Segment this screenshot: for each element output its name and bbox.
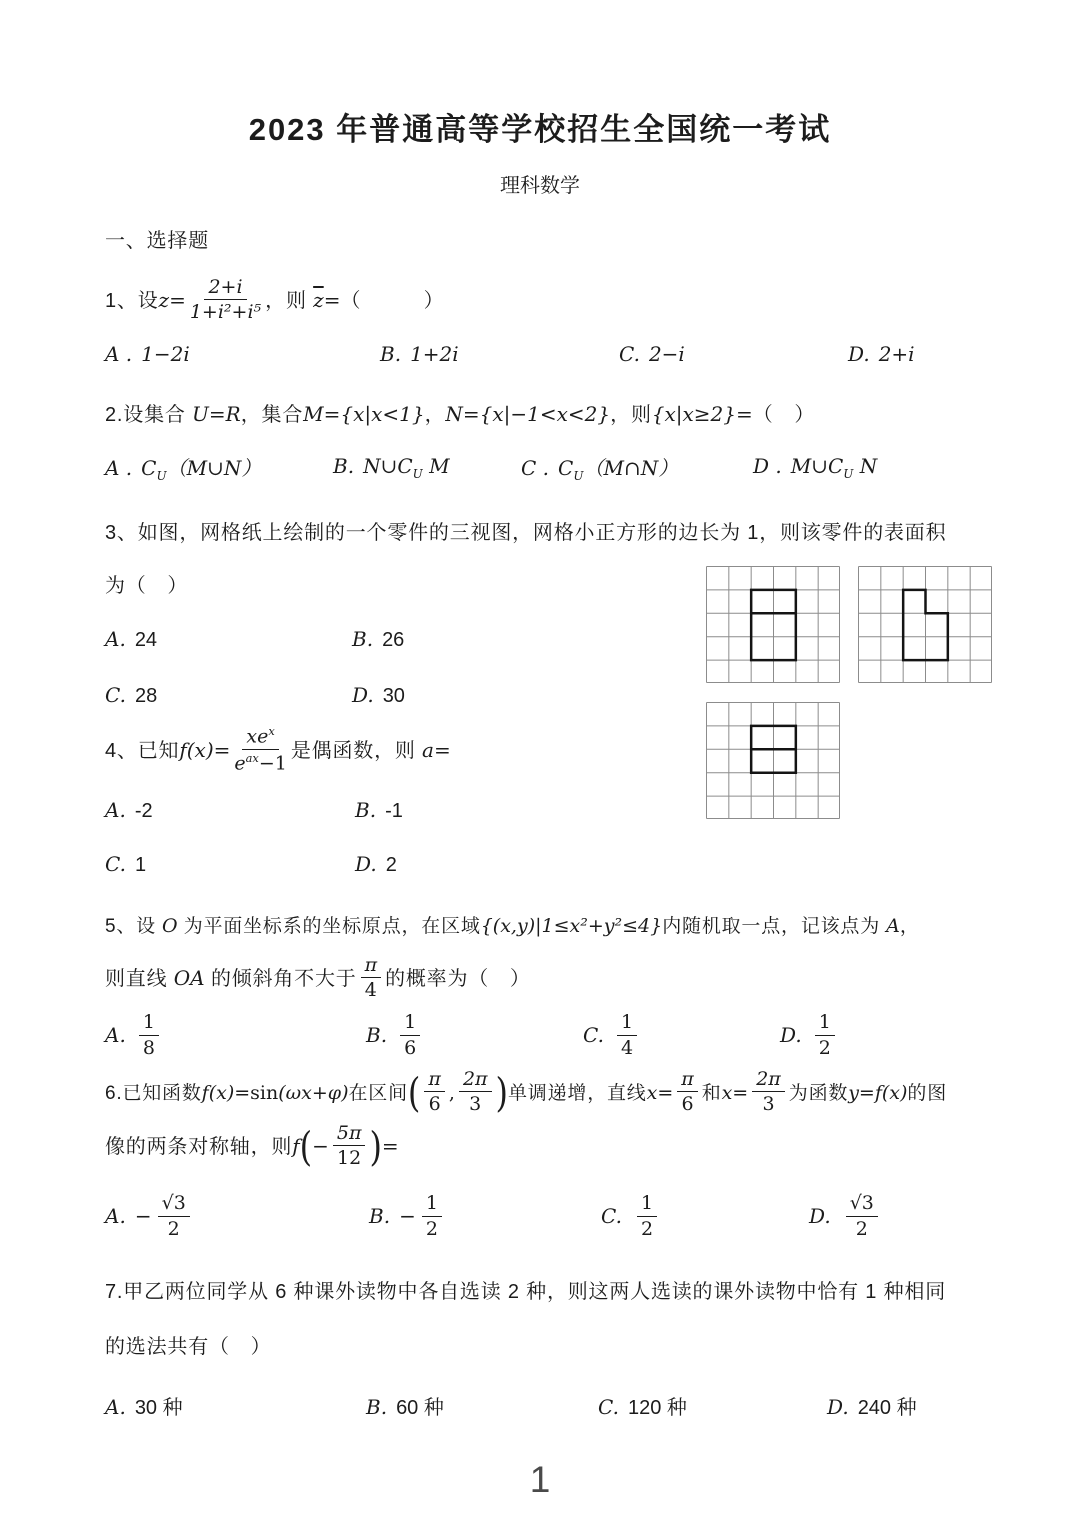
option-d bbox=[827, 1391, 917, 1420]
math-superscript: x bbox=[268, 724, 275, 739]
math-pre: M∪C bbox=[790, 454, 844, 478]
question-5-stem-line1 bbox=[105, 911, 920, 942]
minus-sign: − bbox=[312, 1134, 329, 1158]
frac-denominator: 2 bbox=[818, 1036, 831, 1059]
q2-text: ，则 bbox=[610, 404, 652, 426]
frac-numerator: 2π bbox=[459, 1069, 492, 1093]
option-value: 24 bbox=[134, 629, 158, 651]
frac-denominator: 2 bbox=[855, 1217, 868, 1240]
math-var-a: A bbox=[886, 915, 900, 937]
answer-parentheses: （ ） bbox=[340, 290, 445, 312]
math-var-a: a bbox=[422, 738, 434, 762]
option-a bbox=[105, 1391, 366, 1420]
frac-numerator: 1 bbox=[815, 1012, 835, 1036]
option-label: A. bbox=[105, 627, 126, 651]
question-1-options bbox=[105, 342, 915, 367]
option-value: 28 bbox=[134, 685, 158, 707]
option-b bbox=[333, 454, 521, 481]
option-label: A. bbox=[105, 798, 126, 822]
option-label: C. bbox=[583, 1023, 604, 1048]
option-fraction bbox=[815, 1012, 835, 1058]
math-sin: sin bbox=[250, 1082, 279, 1104]
option-value: 240 种 bbox=[857, 1397, 917, 1419]
option-c bbox=[105, 683, 352, 708]
option-label: C. bbox=[598, 1395, 619, 1419]
q5-number: 5、设 bbox=[105, 916, 163, 937]
frac-denominator: 4 bbox=[620, 1036, 634, 1059]
frac-denominator: 3 bbox=[469, 1093, 482, 1116]
math-x-eq: x= bbox=[646, 1082, 674, 1104]
math-subscript: U bbox=[412, 467, 423, 481]
option-label: D. bbox=[352, 683, 374, 707]
comma: , bbox=[448, 1082, 455, 1104]
option-value: -1 bbox=[385, 800, 403, 822]
math-subscript: U bbox=[156, 469, 167, 483]
math-subscript: U bbox=[843, 467, 854, 481]
frac-denominator: 6 bbox=[681, 1093, 694, 1116]
option-fraction bbox=[139, 1012, 159, 1058]
option-b bbox=[366, 1391, 598, 1420]
option-label: C . bbox=[521, 456, 550, 480]
option-label: B. bbox=[366, 1395, 388, 1419]
minus-sign: − bbox=[134, 1204, 152, 1229]
q5-text: 内随机取一点，记该点为 bbox=[662, 916, 887, 937]
option-b bbox=[366, 1010, 583, 1060]
math-z-conjugate: $\overline{z}$ bbox=[313, 288, 324, 312]
q6-text: 为函数 bbox=[788, 1083, 849, 1104]
question-6-stem-line2 bbox=[105, 1117, 399, 1177]
option-label: C. bbox=[105, 683, 126, 707]
frac-denominator: 1+i²+i⁵ bbox=[189, 301, 262, 324]
question-2-stem bbox=[105, 399, 815, 430]
option-value: 30 bbox=[382, 685, 405, 707]
math-pre: N∪C bbox=[363, 454, 413, 478]
option-fraction bbox=[846, 1193, 878, 1239]
frac-numerator: 1 bbox=[637, 1193, 657, 1217]
q2-number: 2.设集合 bbox=[105, 404, 193, 426]
radicand: 3 bbox=[173, 1191, 186, 1214]
pi-over-4-fraction bbox=[361, 955, 382, 1001]
frac-denominator: 3 bbox=[762, 1093, 775, 1116]
math-fx: f(x) bbox=[179, 738, 214, 762]
option-c bbox=[521, 452, 753, 483]
option-a bbox=[105, 798, 355, 823]
comma: ， bbox=[424, 404, 446, 426]
option-label: A . bbox=[105, 456, 133, 480]
option-d bbox=[753, 454, 877, 481]
q2-text: ，集合 bbox=[240, 404, 304, 426]
frac-denominator: 6 bbox=[428, 1093, 441, 1116]
q6-text: 像的两条对称轴，则 bbox=[105, 1136, 293, 1158]
q6-text: 的图 bbox=[907, 1083, 948, 1104]
q4-fraction bbox=[234, 725, 286, 774]
math-var-oa: OA bbox=[173, 966, 205, 990]
big-left-paren: ( bbox=[299, 1122, 313, 1171]
math-post: （M∪N） bbox=[166, 456, 262, 480]
option-fraction bbox=[422, 1193, 442, 1239]
option-label: D. bbox=[809, 1204, 831, 1229]
answer-parentheses: （ ） bbox=[752, 404, 816, 426]
option-fraction bbox=[158, 1193, 190, 1239]
math-set-target: {x|x≥2}= bbox=[651, 402, 753, 426]
frac-denominator: 4 bbox=[364, 979, 377, 1002]
frac-denominator: 6 bbox=[404, 1036, 417, 1059]
big-left-paren: ( bbox=[407, 1068, 421, 1117]
question-1-stem bbox=[105, 270, 444, 331]
option-c bbox=[601, 1191, 809, 1241]
option-d bbox=[780, 1010, 839, 1060]
option-d bbox=[848, 342, 915, 367]
math-var-z: z bbox=[158, 288, 170, 312]
question-2-options bbox=[105, 452, 877, 483]
equals-sign: = bbox=[323, 288, 341, 312]
pi-over-6-fraction bbox=[677, 1069, 698, 1115]
option-fraction bbox=[617, 1012, 637, 1058]
math-set-n: N={x|−1<x<2} bbox=[445, 402, 611, 426]
frac-denominator: 2 bbox=[167, 1217, 180, 1240]
math-fx-eq: f(x)= bbox=[201, 1082, 251, 1104]
q1-number: 1、设 bbox=[105, 290, 159, 312]
option-label: D. bbox=[355, 852, 377, 876]
comma: ， bbox=[899, 916, 920, 937]
question-6-stem-line1 bbox=[105, 1064, 947, 1123]
math-post: （M∩N） bbox=[583, 456, 679, 480]
question-7-stem-line1: 7.甲乙两位同学从 6 种课外读物中各自选读 2 种，则这两人选读的课外读物中恰有 1 种相同 bbox=[105, 1281, 946, 1303]
math-x-eq: x= bbox=[721, 1082, 749, 1104]
option-value: 1+2i bbox=[410, 342, 459, 366]
option-value bbox=[558, 456, 679, 483]
option-value bbox=[790, 454, 878, 481]
option-label: B. bbox=[380, 342, 402, 366]
option-label: B. bbox=[352, 627, 374, 651]
option-label: B. bbox=[369, 1204, 391, 1229]
math-set-m: M={x|x<1} bbox=[303, 402, 425, 426]
option-label: A. bbox=[105, 1204, 126, 1229]
option-value bbox=[141, 456, 262, 483]
section-heading: 一、选择题 bbox=[105, 230, 209, 252]
minus-sign: − bbox=[399, 1204, 416, 1229]
question-3-options-ab bbox=[105, 627, 404, 652]
math-base: xe bbox=[246, 725, 269, 748]
frac-denominator: 2 bbox=[425, 1217, 438, 1240]
option-label: B. bbox=[355, 798, 377, 822]
two-pi-over-3-fraction bbox=[459, 1069, 492, 1115]
equals-sign: = bbox=[169, 288, 186, 312]
frac-denominator: 12 bbox=[337, 1147, 362, 1170]
math-var-o: O bbox=[162, 915, 178, 937]
radicand: 3 bbox=[861, 1191, 874, 1214]
question-5-stem-line2 bbox=[105, 951, 531, 1006]
q6-text: 单调递增，直线 bbox=[508, 1083, 647, 1104]
frac-numerator: π bbox=[361, 955, 382, 979]
option-b bbox=[352, 627, 404, 652]
option-label: B. bbox=[333, 454, 355, 478]
option-c bbox=[619, 342, 848, 367]
page-number: 1 bbox=[529, 1459, 551, 1500]
math-y-eq-fx: y=f(x) bbox=[848, 1082, 908, 1104]
option-a bbox=[105, 342, 380, 367]
question-4-options-ab bbox=[105, 798, 403, 823]
frac-numerator bbox=[846, 1193, 878, 1217]
option-label: D. bbox=[827, 1395, 849, 1419]
option-d bbox=[809, 1191, 882, 1241]
grid-lines bbox=[859, 567, 992, 683]
big-right-paren: ) bbox=[495, 1068, 508, 1117]
math-f: f bbox=[292, 1134, 300, 1158]
option-value: 26 bbox=[382, 629, 405, 651]
page-title: 2023 年普通高等学校招生全国统一考试 bbox=[248, 112, 832, 147]
big-right-paren: ) bbox=[369, 1122, 382, 1171]
two-pi-over-3-fraction bbox=[752, 1069, 785, 1115]
frac-numerator: 2π bbox=[752, 1069, 785, 1093]
equals-sign: = bbox=[381, 1134, 399, 1158]
frac-numerator: 2+i bbox=[204, 277, 246, 301]
radical-sign: √ bbox=[849, 1191, 862, 1214]
frac-numerator: 1 bbox=[400, 1012, 420, 1036]
frac-denominator bbox=[234, 750, 286, 774]
q6-text: 和 bbox=[701, 1083, 722, 1104]
option-label: D. bbox=[780, 1023, 802, 1048]
five-pi-over-12-fraction bbox=[333, 1123, 366, 1169]
option-value: 2 bbox=[385, 854, 397, 876]
option-b bbox=[369, 1191, 601, 1241]
frac-numerator bbox=[158, 1193, 190, 1217]
q4-number: 4、已知 bbox=[105, 740, 180, 762]
option-value: -2 bbox=[134, 800, 153, 822]
option-c bbox=[105, 852, 355, 877]
q1-fraction bbox=[190, 277, 261, 323]
question-6-options bbox=[105, 1190, 882, 1246]
math-pre: C bbox=[141, 456, 157, 480]
pi-over-6-fraction bbox=[424, 1069, 445, 1115]
grid-lines bbox=[707, 703, 840, 819]
q5-text: 则直线 bbox=[105, 968, 174, 990]
frac-denominator: 2 bbox=[640, 1217, 654, 1240]
q4-tail-text: 是偶函数，则 bbox=[290, 740, 423, 762]
option-value: 120 种 bbox=[627, 1397, 687, 1419]
q6-text: 在区间 bbox=[348, 1083, 408, 1104]
question-4-options-cd bbox=[105, 852, 397, 877]
option-label: D. bbox=[848, 342, 870, 366]
grid-lines bbox=[707, 567, 840, 683]
option-d bbox=[355, 852, 397, 877]
math-base: e bbox=[234, 752, 246, 775]
option-label: C. bbox=[619, 342, 640, 366]
option-label: D . bbox=[753, 454, 782, 478]
option-d bbox=[352, 683, 405, 708]
math-region-set: {(x,y)|1≤x²+y²≤4} bbox=[480, 915, 663, 937]
question-7-stem-line2: 的选法共有（ ） bbox=[105, 1336, 272, 1358]
option-label: A. bbox=[105, 1023, 126, 1048]
option-label: C. bbox=[105, 852, 126, 876]
q1-mid-text: ，则 bbox=[265, 290, 314, 312]
radical-sign: √ bbox=[161, 1191, 174, 1214]
option-value bbox=[363, 454, 450, 481]
option-label: A . bbox=[105, 342, 133, 366]
question-3-options-cd bbox=[105, 683, 405, 708]
side-view-grid-figure bbox=[858, 566, 992, 683]
equals-sign: = bbox=[433, 738, 451, 762]
option-c bbox=[598, 1391, 827, 1420]
front-view-grid-figure bbox=[706, 566, 840, 683]
math-omega-x-phi: (ωx+φ) bbox=[278, 1082, 349, 1104]
option-c bbox=[583, 1010, 780, 1060]
frac-numerator: 1 bbox=[617, 1012, 637, 1036]
option-label: B. bbox=[366, 1023, 388, 1048]
math-rest: −1 bbox=[258, 752, 287, 775]
option-b bbox=[380, 342, 619, 367]
frac-denominator: 8 bbox=[142, 1036, 155, 1059]
top-view-grid-figure bbox=[706, 702, 840, 819]
option-value: 1 bbox=[134, 854, 147, 876]
q5-text: 的概率为（ ） bbox=[385, 968, 531, 990]
frac-numerator: π bbox=[677, 1069, 698, 1093]
question-5-options bbox=[105, 1009, 839, 1065]
frac-numerator: 5π bbox=[333, 1123, 366, 1147]
option-a bbox=[105, 452, 333, 483]
math-pre: C bbox=[558, 456, 574, 480]
option-a bbox=[105, 1010, 366, 1060]
question-7-options bbox=[105, 1391, 917, 1420]
math-subscript: U bbox=[573, 469, 584, 483]
equals-sign: = bbox=[213, 738, 231, 762]
option-label: A. bbox=[105, 1395, 126, 1419]
math-post: N bbox=[853, 454, 878, 478]
option-label: C. bbox=[601, 1204, 622, 1229]
question-3-stem-line2: 为（ ） bbox=[105, 575, 189, 597]
frac-numerator bbox=[242, 725, 278, 750]
option-value: 60 种 bbox=[396, 1397, 444, 1419]
q5-text: 的倾斜角不大于 bbox=[204, 968, 357, 990]
option-value: 30 种 bbox=[134, 1397, 183, 1419]
option-a bbox=[105, 627, 352, 652]
option-a bbox=[105, 1191, 369, 1241]
option-value: 2−i bbox=[648, 342, 685, 366]
math-u-eq-r: U=R bbox=[192, 402, 241, 426]
question-3-stem-line1: 3、如图，网格纸上绘制的一个零件的三视图，网格小正方形的边长为 1，则该零件的表面积 bbox=[105, 522, 947, 544]
option-b bbox=[355, 798, 403, 823]
q5-text: 为平面坐标系的坐标原点，在区域 bbox=[177, 916, 481, 937]
option-value: 2+i bbox=[878, 342, 915, 366]
option-fraction bbox=[400, 1012, 420, 1058]
option-value: 1−2i bbox=[141, 342, 190, 366]
option-fraction bbox=[637, 1193, 657, 1239]
math-post: M bbox=[422, 454, 450, 478]
page-subtitle: 理科数学 bbox=[500, 175, 580, 197]
q6-number: 6.已知函数 bbox=[105, 1083, 202, 1104]
frac-numerator: 1 bbox=[422, 1193, 442, 1217]
math-superscript: ax bbox=[245, 751, 259, 766]
frac-numerator: π bbox=[424, 1069, 445, 1093]
question-4-stem bbox=[105, 717, 451, 784]
frac-numerator: 1 bbox=[139, 1012, 159, 1036]
